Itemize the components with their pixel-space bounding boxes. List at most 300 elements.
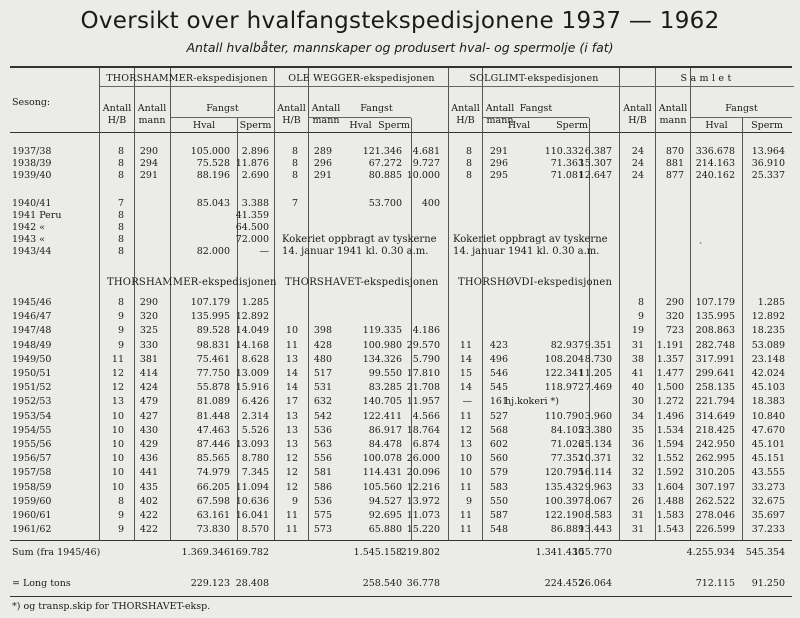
row-cell: 10 xyxy=(111,467,124,479)
row-cell: 18.383 xyxy=(751,396,785,408)
row-cell: 7 xyxy=(117,198,124,209)
row-cell: 89.528 xyxy=(196,325,230,337)
row-cell: 296 xyxy=(489,158,508,169)
row-cell: 8 xyxy=(117,297,124,308)
row-cell: 9.351 xyxy=(584,339,612,351)
row-cell: 8.570 xyxy=(241,524,269,536)
row-season: 1949/50 xyxy=(12,353,52,365)
long-tons-cell: 229.123 xyxy=(190,578,230,589)
row-season: 1942 « xyxy=(12,222,46,233)
row-cell: 573 xyxy=(313,524,332,536)
row-cell: 545 xyxy=(489,382,508,394)
long-tons-cell: 91.250 xyxy=(751,578,785,589)
row-cell: 135.432 xyxy=(544,481,584,493)
row-cell: 108.204 xyxy=(544,353,584,365)
row-cell: 400 xyxy=(421,198,440,209)
row-cell: 41 xyxy=(631,368,644,379)
row-cell: 435 xyxy=(139,481,158,493)
row-cell: 414 xyxy=(139,368,158,379)
row-cell: 1.477 xyxy=(656,368,684,379)
long-tons-cell: 224.452 xyxy=(544,578,584,589)
row-cell: 13.972 xyxy=(406,495,440,507)
row-cell: 100.980 xyxy=(362,339,402,351)
row-cell: 135.995 xyxy=(695,311,735,323)
section-header: THORSHAVET-ekspedisjonen xyxy=(285,277,439,288)
row-cell: 81.448 xyxy=(196,410,230,422)
row-cell: 8.730 xyxy=(584,353,612,365)
hval-header: Hval xyxy=(192,120,216,131)
row-cell: 105.000 xyxy=(190,146,230,157)
sum-cell: 219.802 xyxy=(400,547,440,558)
long-tons-cell: 26.064 xyxy=(578,578,612,589)
row-cell: 632 xyxy=(313,396,332,408)
row-season: 1945/46 xyxy=(12,297,52,308)
row-cell: 12 xyxy=(285,467,298,479)
row-cell: 291 xyxy=(489,146,508,157)
row-cell: 296 xyxy=(313,158,332,169)
row-cell: 9 xyxy=(117,510,124,521)
column-divider xyxy=(482,68,483,540)
row-cell: 122.190 xyxy=(544,510,584,521)
row-cell: 422 xyxy=(139,524,158,536)
sum-cell: 169.782 xyxy=(229,547,269,558)
row-cell: 24 xyxy=(631,158,644,169)
row-cell: 161 xyxy=(489,396,508,408)
row-cell: 8 xyxy=(117,222,124,233)
row-cell: 8.067 xyxy=(584,495,612,507)
row-cell: 35.697 xyxy=(751,510,785,521)
group-rule xyxy=(620,86,794,87)
row-cell: 536 xyxy=(313,424,332,436)
group-rule xyxy=(449,86,623,87)
row-cell: 10 xyxy=(111,453,124,465)
row-cell: 8 xyxy=(465,158,472,169)
row-cell: 32 xyxy=(631,467,644,479)
fangst-header: Fangst xyxy=(206,103,239,114)
sperm-header: Sperm xyxy=(378,120,410,131)
row-cell: 17.810 xyxy=(406,368,440,379)
row-season: 1961/62 xyxy=(12,524,52,536)
row-cell: 429 xyxy=(139,439,158,450)
row-cell: 11 xyxy=(459,339,472,351)
table-rule xyxy=(10,66,792,68)
row-cell: 11 xyxy=(459,410,472,422)
row-cell: 8 xyxy=(117,246,124,257)
sum-cell: 1.369.346 xyxy=(181,547,230,558)
hb-header: H/B xyxy=(282,115,301,126)
note-captured: 14. januar 1941 kl. 0.30 a.m. xyxy=(282,246,429,257)
row-cell: 218.425 xyxy=(695,424,735,436)
row-cell: 381 xyxy=(139,353,158,365)
sum-cell: 545.354 xyxy=(745,547,785,558)
row-cell: 67.598 xyxy=(196,495,230,507)
row-cell: 118.972 xyxy=(544,382,584,394)
row-cell: 480 xyxy=(313,353,332,365)
row-cell: 24 xyxy=(631,146,644,157)
row-cell: 8.583 xyxy=(584,510,612,521)
row-cell: 258.135 xyxy=(695,382,735,394)
row-cell: 100.078 xyxy=(362,453,402,465)
row-cell: 13 xyxy=(285,439,298,450)
row-cell: 8 xyxy=(117,158,124,169)
row-cell: 23.148 xyxy=(751,353,785,365)
row-cell: 12 xyxy=(459,424,472,436)
row-cell: 1.488 xyxy=(656,495,684,507)
row-cell: 11.094 xyxy=(235,481,269,493)
sperm-header: Sperm xyxy=(556,120,588,131)
row-cell: 1.583 xyxy=(656,510,684,521)
row-cell: 31 xyxy=(631,510,644,521)
row-cell: 299.641 xyxy=(695,368,735,379)
row-cell: 135.995 xyxy=(190,311,230,323)
row-cell: 583 xyxy=(489,481,508,493)
row-cell: 16.041 xyxy=(235,510,269,521)
row-season: 1937/38 xyxy=(12,146,52,157)
row-cell: 314.649 xyxy=(695,410,735,422)
row-cell: 10 xyxy=(111,410,124,422)
row-cell: 11 xyxy=(459,510,472,521)
row-cell: 64.500 xyxy=(235,222,269,233)
row-cell: 15.916 xyxy=(235,382,269,394)
row-cell: 423 xyxy=(489,339,508,351)
row-season: 1938/39 xyxy=(12,158,52,169)
row-cell: 53.089 xyxy=(751,339,785,351)
row-cell: 441 xyxy=(139,467,158,479)
row-cell: 12.892 xyxy=(235,311,269,323)
row-season: 1958/59 xyxy=(12,481,52,493)
fangst-rule xyxy=(691,117,792,118)
row-cell: 9 xyxy=(117,524,124,536)
row-cell: 11.073 xyxy=(406,510,440,521)
row-cell: 1.500 xyxy=(656,382,684,394)
row-cell: 14.168 xyxy=(235,339,269,351)
row-cell: 10.840 xyxy=(751,410,785,422)
row-cell: 84.105 xyxy=(550,424,584,436)
row-cell: 290 xyxy=(139,146,158,157)
row-cell: 4.186 xyxy=(412,325,440,337)
row-cell: 330 xyxy=(139,339,158,351)
row-season: 1940/41 xyxy=(12,198,52,209)
long-tons-cell: 258.540 xyxy=(362,578,402,589)
sperm-header: Sperm xyxy=(239,120,272,131)
row-cell: 34 xyxy=(631,410,644,422)
row-cell: 14 xyxy=(285,382,298,394)
row-cell: 4.681 xyxy=(412,146,440,157)
mann-header: Antall xyxy=(658,103,688,114)
row-cell: 82.937 xyxy=(550,339,584,351)
column-divider xyxy=(99,68,100,540)
row-cell: 17 xyxy=(285,396,298,408)
row-cell: 19 xyxy=(631,325,644,337)
row-cell: 1.594 xyxy=(656,439,684,450)
row-cell: 240.162 xyxy=(695,170,735,181)
row-cell: 75.461 xyxy=(196,353,230,365)
row-cell: 295 xyxy=(489,170,508,181)
row-season: 1943 « xyxy=(12,234,46,245)
mann-header: Antall xyxy=(311,103,341,114)
row-cell: 45.103 xyxy=(751,382,785,394)
tick-mark: ˴ xyxy=(699,237,703,248)
row-cell: 10 xyxy=(111,424,124,436)
row-cell: 579 xyxy=(489,467,508,479)
row-cell: 87.446 xyxy=(196,439,230,450)
row-cell: 531 xyxy=(313,382,332,394)
row-cell: 424 xyxy=(139,382,158,394)
row-cell: 4.566 xyxy=(412,410,440,422)
group-header: THORSHAMMER-ekspedisjonen xyxy=(106,73,268,84)
row-cell: 6.387 xyxy=(584,146,612,157)
row-cell: 1.534 xyxy=(656,424,684,436)
row-cell: 8 xyxy=(291,170,298,181)
row-cell: 25.134 xyxy=(578,439,612,450)
row-cell: 105.560 xyxy=(362,481,402,493)
row-cell: 11 xyxy=(285,339,298,351)
table-rule xyxy=(10,596,792,597)
row-cell: 1.357 xyxy=(656,353,684,365)
row-cell: 9 xyxy=(291,495,298,507)
row-cell: 85.565 xyxy=(196,453,230,465)
row-cell: 14.049 xyxy=(235,325,269,337)
column-divider xyxy=(742,118,743,540)
row-cell: 74.979 xyxy=(196,467,230,479)
row-cell: 41.359 xyxy=(235,210,269,221)
row-cell: 8 xyxy=(117,234,124,245)
row-cell: 71.363 xyxy=(550,158,584,169)
row-cell: 11.876 xyxy=(235,158,269,169)
row-cell: 9.727 xyxy=(412,158,440,169)
row-cell: 16.114 xyxy=(578,467,612,479)
row-cell: 430 xyxy=(139,424,158,436)
row-cell: 568 xyxy=(489,424,508,436)
row-cell: 9 xyxy=(465,495,472,507)
row-cell: 7.469 xyxy=(584,382,612,394)
row-cell: 80.885 xyxy=(368,170,402,181)
row-cell: 14 xyxy=(459,382,472,394)
long-tons-cell: 28.408 xyxy=(235,578,269,589)
row-cell: 65.880 xyxy=(368,524,402,536)
row-cell: 289 xyxy=(313,146,332,157)
row-cell: 15 xyxy=(459,368,472,379)
sperm-header: Sperm xyxy=(751,120,783,131)
row-cell: 8 xyxy=(291,158,298,169)
row-cell: 1.592 xyxy=(656,467,684,479)
row-cell: 517 xyxy=(313,368,332,379)
column-divider xyxy=(134,68,135,540)
row-cell: 85.043 xyxy=(196,198,230,209)
row-cell: 546 xyxy=(489,368,508,379)
row-cell: 18.764 xyxy=(406,424,440,436)
hb-header: H/B xyxy=(628,115,647,126)
row-cell: 81.089 xyxy=(196,396,230,408)
row-cell: 107.179 xyxy=(190,297,230,308)
row-cell: 53.700 xyxy=(368,198,402,209)
row-cell: 36.910 xyxy=(751,158,785,169)
row-cell: 294 xyxy=(139,158,158,169)
row-cell: 12 xyxy=(285,453,298,465)
row-cell: 71.026 xyxy=(550,439,584,450)
row-season: 1959/60 xyxy=(12,495,52,507)
row-cell: 11 xyxy=(111,353,124,365)
row-cell: 586 xyxy=(313,481,332,493)
row-cell: 214.163 xyxy=(695,158,735,169)
fangst-header: Fangst xyxy=(360,103,393,114)
row-cell: 5.526 xyxy=(241,424,269,436)
row-cell: — xyxy=(462,396,472,408)
row-cell: 8 xyxy=(117,146,124,157)
row-cell: 114.431 xyxy=(362,467,402,479)
row-cell: 581 xyxy=(313,467,332,479)
row-cell: 26.000 xyxy=(406,453,440,465)
row-cell: 436 xyxy=(139,453,158,465)
row-cell: 542 xyxy=(313,410,332,422)
row-cell: 35 xyxy=(631,424,644,436)
note-hjkokeri: hj.kokeri *) xyxy=(505,396,559,408)
row-cell: 92.695 xyxy=(368,510,402,521)
row-cell: 83.285 xyxy=(368,382,402,394)
row-cell: 29.570 xyxy=(406,339,440,351)
mann-header: mann xyxy=(312,115,340,126)
mann-header: Antall xyxy=(485,103,515,114)
row-cell: 325 xyxy=(139,325,158,337)
row-cell: 9 xyxy=(117,339,124,351)
row-cell: 72.000 xyxy=(235,234,269,245)
row-cell: 37.233 xyxy=(751,524,785,536)
row-cell: 556 xyxy=(313,453,332,465)
sum-label: Sum (fra 1945/46) xyxy=(12,547,101,558)
row-cell: 10.371 xyxy=(578,453,612,465)
row-cell: 9.963 xyxy=(584,481,612,493)
group-rule xyxy=(275,86,449,87)
section-header: THORSHØVDI-ekspedisjonen xyxy=(458,277,613,288)
row-cell: 242.950 xyxy=(695,439,735,450)
row-cell: 94.527 xyxy=(368,495,402,507)
row-cell: 12 xyxy=(285,481,298,493)
row-cell: 8 xyxy=(117,170,124,181)
page-title: Oversikt over hvalfangstekspedisjonene 1937 — 1962 xyxy=(80,8,720,34)
group-header: SOLGLIMT-ekspedisjonen xyxy=(469,73,599,84)
footnote: *) og transp.skip for THORSHAVET-eksp. xyxy=(12,601,211,612)
row-cell: 6.874 xyxy=(412,439,440,450)
row-cell: 122.341 xyxy=(544,368,584,379)
row-cell: 47.670 xyxy=(751,424,785,436)
row-cell: 1.496 xyxy=(656,410,684,422)
row-cell: 11 xyxy=(459,481,472,493)
hb-header: H/B xyxy=(107,115,127,126)
row-cell: 1.191 xyxy=(656,339,684,351)
row-cell: 290 xyxy=(139,297,158,308)
row-cell: 121.346 xyxy=(362,146,402,157)
row-cell: 42.024 xyxy=(751,368,785,379)
row-cell: 10 xyxy=(111,481,124,493)
row-cell: 282.748 xyxy=(695,339,735,351)
row-cell: 98.831 xyxy=(196,339,230,351)
row-cell: 527 xyxy=(489,410,508,422)
row-cell: 31 xyxy=(631,524,644,536)
row-season: 1954/55 xyxy=(12,424,52,436)
row-cell: 21.708 xyxy=(406,382,440,394)
row-season: 1950/51 xyxy=(12,368,52,379)
row-cell: 307.197 xyxy=(695,481,735,493)
group-header: S a m l e t xyxy=(680,73,732,84)
note-captured: Kokeriet oppbragt av tyskerne xyxy=(453,234,608,245)
row-cell: 15.307 xyxy=(578,158,612,169)
row-cell: 291 xyxy=(139,170,158,181)
row-season: 1953/54 xyxy=(12,410,52,422)
row-cell: 291 xyxy=(313,170,332,181)
row-cell: 8 xyxy=(117,495,124,507)
row-season: 1946/47 xyxy=(12,311,52,323)
hval-header: Hval xyxy=(507,120,531,131)
row-cell: 9 xyxy=(637,311,644,323)
row-cell: 12 xyxy=(111,382,124,394)
row-cell: 110.332 xyxy=(544,146,584,157)
row-cell: 1.543 xyxy=(656,524,684,536)
row-cell: 119.335 xyxy=(362,325,402,337)
row-cell: 11 xyxy=(285,524,298,536)
row-cell: 560 xyxy=(489,453,508,465)
row-cell: 550 xyxy=(489,495,508,507)
row-cell: 30 xyxy=(631,396,644,408)
mann-header: Antall xyxy=(137,103,167,114)
row-cell: 13 xyxy=(111,396,124,408)
row-cell: 2.690 xyxy=(241,170,269,181)
row-cell: 1.604 xyxy=(656,481,684,493)
row-cell: 310.205 xyxy=(695,467,735,479)
sum-cell: 4.255.934 xyxy=(686,547,735,558)
mann-header: mann xyxy=(138,115,166,126)
row-cell: 12.216 xyxy=(406,481,440,493)
row-cell: 422 xyxy=(139,510,158,521)
row-cell: 8 xyxy=(117,210,124,221)
row-cell: 13.964 xyxy=(751,146,785,157)
row-cell: 33 xyxy=(631,481,644,493)
row-cell: 38 xyxy=(631,353,644,365)
sum-cell: 155.770 xyxy=(572,547,612,558)
row-cell: 398 xyxy=(313,325,332,337)
row-cell: 11.957 xyxy=(406,396,440,408)
row-cell: 18.235 xyxy=(751,325,785,337)
column-divider xyxy=(274,68,275,540)
row-cell: 25.337 xyxy=(751,170,785,181)
row-cell: 88.196 xyxy=(196,170,230,181)
row-cell: 13 xyxy=(285,353,298,365)
row-cell: 12 xyxy=(111,368,124,379)
row-cell: 427 xyxy=(139,410,158,422)
row-cell: 122.411 xyxy=(362,410,402,422)
row-season: 1951/52 xyxy=(12,382,52,394)
row-cell: 26 xyxy=(631,495,644,507)
hb-header: Antall xyxy=(102,103,132,114)
row-season: 1947/48 xyxy=(12,325,52,337)
column-divider xyxy=(619,68,620,540)
row-cell: 723 xyxy=(665,325,684,337)
row-cell: 77.750 xyxy=(196,368,230,379)
sum-cell: 1.545.158 xyxy=(353,547,402,558)
hb-header: Antall xyxy=(451,103,480,114)
row-cell: 100.397 xyxy=(544,495,584,507)
row-cell: 3.388 xyxy=(241,198,269,209)
row-cell: 10.000 xyxy=(406,170,440,181)
row-cell: 548 xyxy=(489,524,508,536)
note-captured: Kokeriet oppbragt av tyskerne xyxy=(282,234,437,245)
row-cell: 320 xyxy=(665,311,684,323)
row-cell: 24 xyxy=(631,170,644,181)
long-tons-cell: 36.778 xyxy=(406,578,440,589)
group-header: OLE WEGGER-ekspedisjonen xyxy=(288,73,435,84)
row-cell: 262.522 xyxy=(695,495,735,507)
row-cell: 31 xyxy=(631,339,644,351)
row-cell: 63.161 xyxy=(196,510,230,521)
